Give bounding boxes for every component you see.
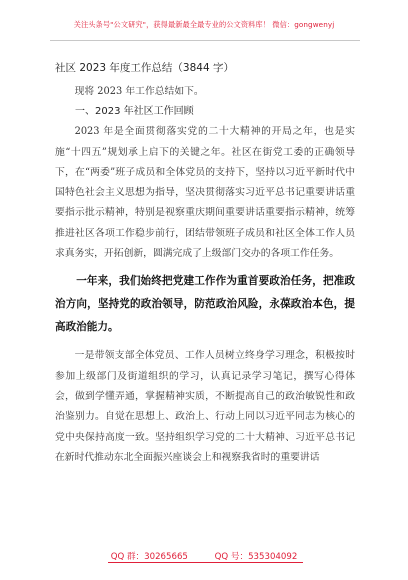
footer-underline [108,562,303,563]
document-body [55,50,355,468]
footer-qq-group: QQ 群：30265665 [110,552,188,562]
header-divider [50,40,360,41]
document-title: 社区 2023 年度工作总结（3844 字） [55,62,234,74]
body-paragraph-1: 2023 年是全面贯彻落实党的二十大精神的开局之年，也是实施“十四五”规划承上启下的关键之年。社区在街党工委的正确领导下，在“两委”班子成员和全体党员的支持下，坚持以习近平新时代中国特色社会主义思想为指导，坚决贯彻落实习近平总书记重要讲话重要指示批示精神，特别是视察重庆期间重要讲话重要指示精神，统筹推进社区各项工作稳步前行，团结带领班子成员和社区全体工作人员求真务实，开拓创新，圆满完成了上级部门交办的各项工作任务。 [55,126,355,260]
footer-qq-number: QQ 号：535304092 [214,552,298,562]
section-heading: 一、2023 年社区工作回顾 [75,106,194,118]
body-paragraph-2: 一是带领支部全体党员、工作人员树立终身学习理念，积极按时参加上级部门及街道组织的学习，认真记录学习笔记，撰写心得体会，做到学懂弄通，掌握精神实质，不断提高自己的政治敏锐性和政治鉴别力。自觉在思想上、政治上、行动上同以习近平同志为核心的党中央保持高度一致。坚持组织学习党的二十大精神、习近平总书记在新时代推动东北全面振兴座谈会上和视察我省时的重要讲话 [55,350,355,463]
footer-contact [0,550,408,562]
bold-summary-paragraph: 一年来，我们始终把党建工作作为重首要政治任务，把准政治方向，坚持党的政治领导，防范政治风险，永葆政治本色，提高政治能力。 [55,275,355,334]
intro-paragraph: 现将 2023 年工作总结如下。 [74,86,204,97]
header-banner: 关注头条号"公文研究"，获得最新最全最专业的公文资料库！ 微信：gongwenyj [73,20,335,29]
